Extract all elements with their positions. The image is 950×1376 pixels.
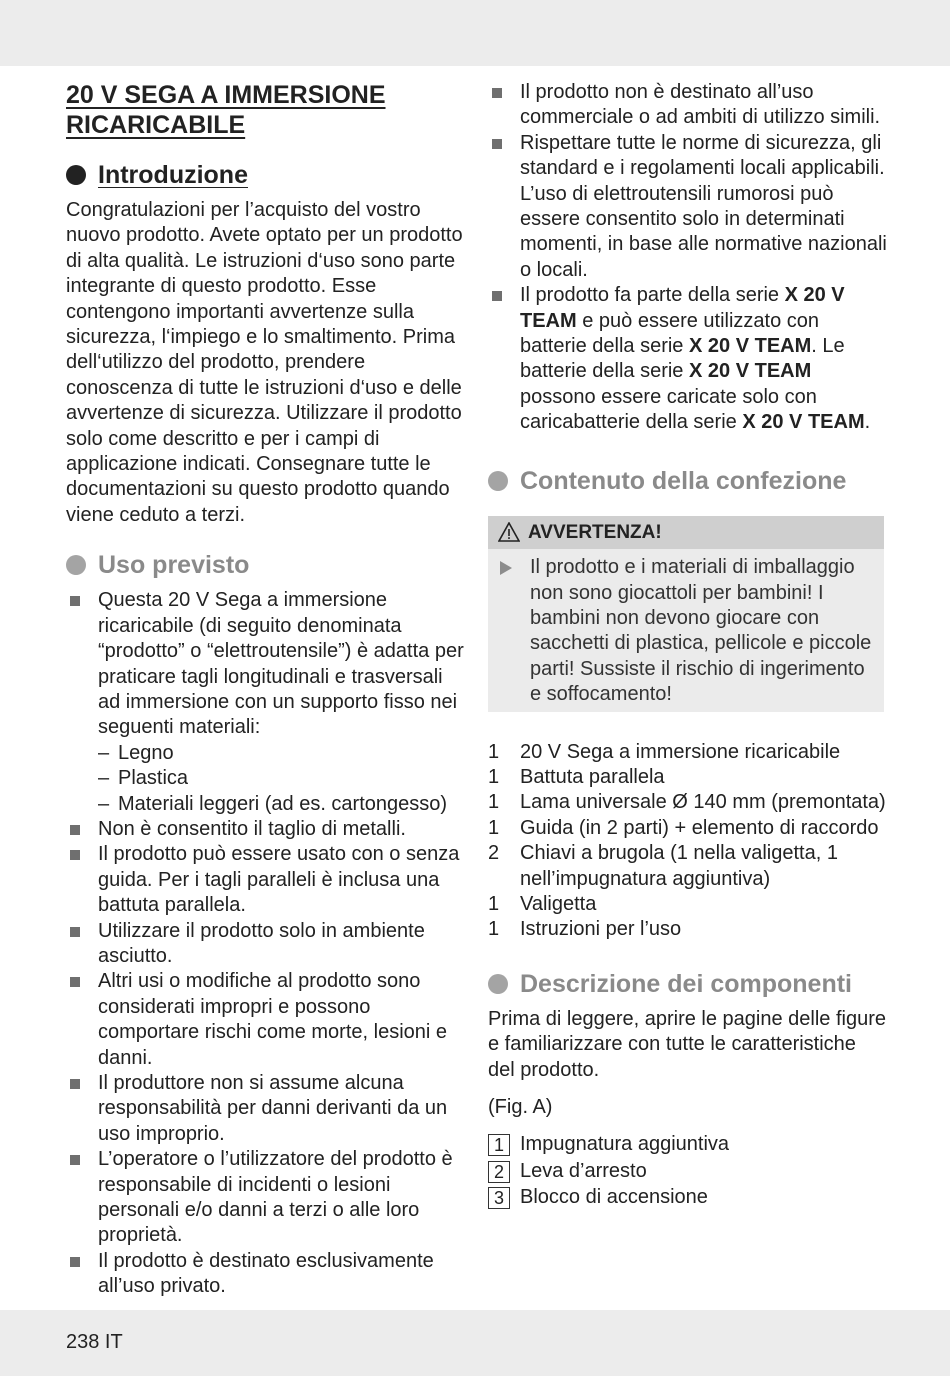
item-qty: 1 xyxy=(488,918,500,941)
part-item xyxy=(488,1185,888,1210)
square-bullet-icon xyxy=(70,825,80,835)
bullet-dot-icon xyxy=(66,555,86,575)
list-item xyxy=(66,817,466,842)
list-item xyxy=(488,283,888,435)
bullet-dot-icon xyxy=(488,471,508,491)
list-item-text: L’operatore o l’utilizzatore del prodotto è responsabile di incidenti o lesioni personali e/o danni a terzi o alle loro proprietà. xyxy=(98,1148,453,1247)
item-qty: 1 xyxy=(488,765,500,788)
series-name: X 20 V TEAM xyxy=(689,360,812,383)
warning-body xyxy=(488,549,884,711)
list-item xyxy=(488,841,888,892)
list-item-text: Il prodotto non è destinato all’uso commerciale o ad ambiti di utilizzo simili. xyxy=(520,81,881,129)
square-bullet-icon xyxy=(492,291,502,301)
part-item xyxy=(488,1132,888,1157)
square-bullet-icon xyxy=(70,977,80,987)
confezione-heading-text: Contenuto della confezione xyxy=(520,466,847,495)
list-item xyxy=(66,919,466,970)
item-qty: 1 xyxy=(488,740,500,763)
page-number: 238 IT xyxy=(66,1331,123,1353)
warning-header xyxy=(488,516,884,549)
list-item xyxy=(488,816,888,841)
list-item-text: Rispettare tutte le norme di sicurezza, gli standard e i regolamenti locali applicabili. L’uso di elettroutensili rumorosi può essere consentito solo in determinati momenti, in base alle normative nazionali o locali. xyxy=(520,131,887,281)
text-segment: . xyxy=(864,411,871,434)
part-number: 3 xyxy=(488,1187,510,1209)
item-text: Guida (in 2 parti) + elemento di raccordo xyxy=(520,816,879,839)
warning-triangle-icon xyxy=(498,522,520,542)
square-bullet-icon xyxy=(492,88,502,98)
part-label: Impugnatura aggiuntiva xyxy=(520,1133,730,1156)
series-name: X 20 V TEAM xyxy=(520,284,845,332)
list-item-text: Utilizzare il prodotto solo in ambiente asciutto. xyxy=(98,919,425,967)
part-number: 1 xyxy=(488,1134,510,1156)
componenti-heading xyxy=(488,969,888,999)
arrow-right-icon xyxy=(500,561,512,575)
list-item xyxy=(66,1147,466,1249)
part-label: Leva d’arresto xyxy=(520,1159,647,1182)
item-qty: 1 xyxy=(488,816,500,839)
text-segment: e può essere utilizzato con batterie della serie xyxy=(520,309,820,358)
text-segment: Il prodotto fa parte della serie xyxy=(520,284,780,307)
item-text: Battuta parallela xyxy=(520,765,665,788)
item-text: 20 V Sega a immersione ricaricabile xyxy=(520,740,841,763)
part-label: Blocco di accensione xyxy=(520,1186,708,1209)
material-item: – Materiali leggeri (ad es. cartongesso) xyxy=(98,792,448,815)
item-qty: 2 xyxy=(488,842,500,865)
material-item: – Plastica xyxy=(98,767,189,790)
material-text: Plastica xyxy=(118,767,189,790)
uso-list xyxy=(66,588,466,1299)
square-bullet-icon xyxy=(70,1079,80,1089)
list-item xyxy=(488,892,888,917)
list-item-text: Il prodotto può essere usato con o senza guida. Per i tagli paralleli è inclusa una battuta parallela. xyxy=(98,843,460,917)
bullet-dot-icon xyxy=(488,974,508,994)
material-item: – Legno xyxy=(98,741,174,764)
intro-heading-text: Introduzione xyxy=(98,161,248,189)
item-text: Istruzioni per l’uso xyxy=(520,918,682,941)
material-text: Legno xyxy=(118,741,174,764)
square-bullet-icon xyxy=(70,1155,80,1165)
parts-list xyxy=(488,1132,888,1210)
intro-heading xyxy=(66,160,466,190)
square-bullet-icon xyxy=(70,1257,80,1267)
part-item xyxy=(488,1159,888,1184)
list-item xyxy=(66,969,466,1071)
list-item xyxy=(488,790,888,815)
list-item-text: Il produttore non si assume alcuna responsabilità per danni derivanti da un uso improprio. xyxy=(98,1072,448,1145)
warning-text: Il prodotto e i materiali di imballaggio non sono giocattoli per bambini! I bambini non devono giocare con sacchetti di plastica, pellicole e piccole parti! Sussiste il rischio di ingerimento e soffocamento! xyxy=(530,556,872,706)
list-item xyxy=(66,1249,466,1300)
right-column xyxy=(488,80,888,1212)
material-text: Materiali leggeri (ad es. cartongesso) xyxy=(118,792,448,815)
bullet-dot-icon xyxy=(66,165,86,185)
square-bullet-icon xyxy=(70,927,80,937)
list-item-text: Il prodotto è destinato esclusivamente all’uso privato. xyxy=(98,1249,434,1298)
componenti-heading-text: Descrizione dei componenti xyxy=(520,969,853,998)
left-column xyxy=(66,80,466,1300)
confezione-heading xyxy=(488,466,888,496)
contents-list xyxy=(488,740,888,943)
list-item xyxy=(488,80,888,131)
list-item xyxy=(488,740,888,765)
item-qty: 1 xyxy=(488,791,500,814)
list-item-text: Questa 20 V Sega a immersione ricaricabile (di seguito denominata “prodotto” o “elettroutensile”) è adatta per praticare tagli longitudinali e trasversali ad immersione con un supporto fisso nei seguenti materiali: xyxy=(98,589,464,739)
materials-list xyxy=(98,741,466,817)
list-item xyxy=(66,1071,466,1147)
warning-box xyxy=(488,516,884,712)
document-title: 20 V SEGA A IMMERSIONE RICARICABILE xyxy=(66,81,386,139)
uso-list-continued xyxy=(488,80,888,436)
intro-text: Congratulazioni per l’acquisto del vostro nuovo prodotto. Avete optato per un prodotto di alta qualità. Le istruzioni d‘uso sono parte integrante di questo prodotto. Esse contengono importanti avvertenze sulla sicurezza, l‘impiego e lo smaltimento. Prima dell‘utilizzo del prodotto, prendere conoscenza di tutte le istruzioni d‘uso e delle avvertenze di sicurezza. Utilizzare il prodotto solo come descritto e per i campi di applicazione indicati. Consegnare tutte le documentazioni su questo prodotto quando viene ceduto a terzi. xyxy=(66,199,463,526)
bottom-band xyxy=(0,1310,950,1376)
uso-heading-text: Uso previsto xyxy=(98,551,250,580)
series-name: X 20 V TEAM xyxy=(742,411,865,434)
square-bullet-icon xyxy=(492,139,502,149)
item-text: Valigetta xyxy=(520,892,597,915)
part-number: 2 xyxy=(488,1161,510,1183)
item-text: Lama universale Ø 140 mm (premontata) xyxy=(520,791,886,814)
square-bullet-icon xyxy=(70,596,80,606)
warning-title: AVVERTENZA! xyxy=(528,521,662,543)
series-name: X 20 V TEAM xyxy=(689,335,812,358)
list-item xyxy=(66,588,466,817)
square-bullet-icon xyxy=(70,850,80,860)
text-segment: . Le batterie della serie xyxy=(520,335,845,383)
list-item-text: Non è consentito il taglio di metalli. xyxy=(98,817,406,840)
figure-reference: (Fig. A) xyxy=(488,1096,553,1118)
item-qty: 1 xyxy=(488,892,500,915)
uso-heading xyxy=(66,550,466,580)
list-item-text: Altri usi o modifiche al prodotto sono considerati impropri e possono comportare rischi come morte, lesioni e danni. xyxy=(98,970,448,1069)
item-text: Chiavi a brugola (1 nella valigetta, 1 nell’impugnatura aggiuntiva) xyxy=(520,842,838,890)
list-item-text xyxy=(520,284,870,433)
top-band xyxy=(0,0,950,66)
list-item xyxy=(488,765,888,790)
list-item xyxy=(488,917,888,942)
list-item xyxy=(66,842,466,918)
componenti-text: Prima di leggere, aprire le pagine delle figure e familiarizzare con tutte le caratteristiche del prodotto. xyxy=(488,1007,887,1081)
text-segment: possono essere caricate solo con caricabatterie della serie xyxy=(520,385,817,434)
list-item xyxy=(488,131,888,283)
